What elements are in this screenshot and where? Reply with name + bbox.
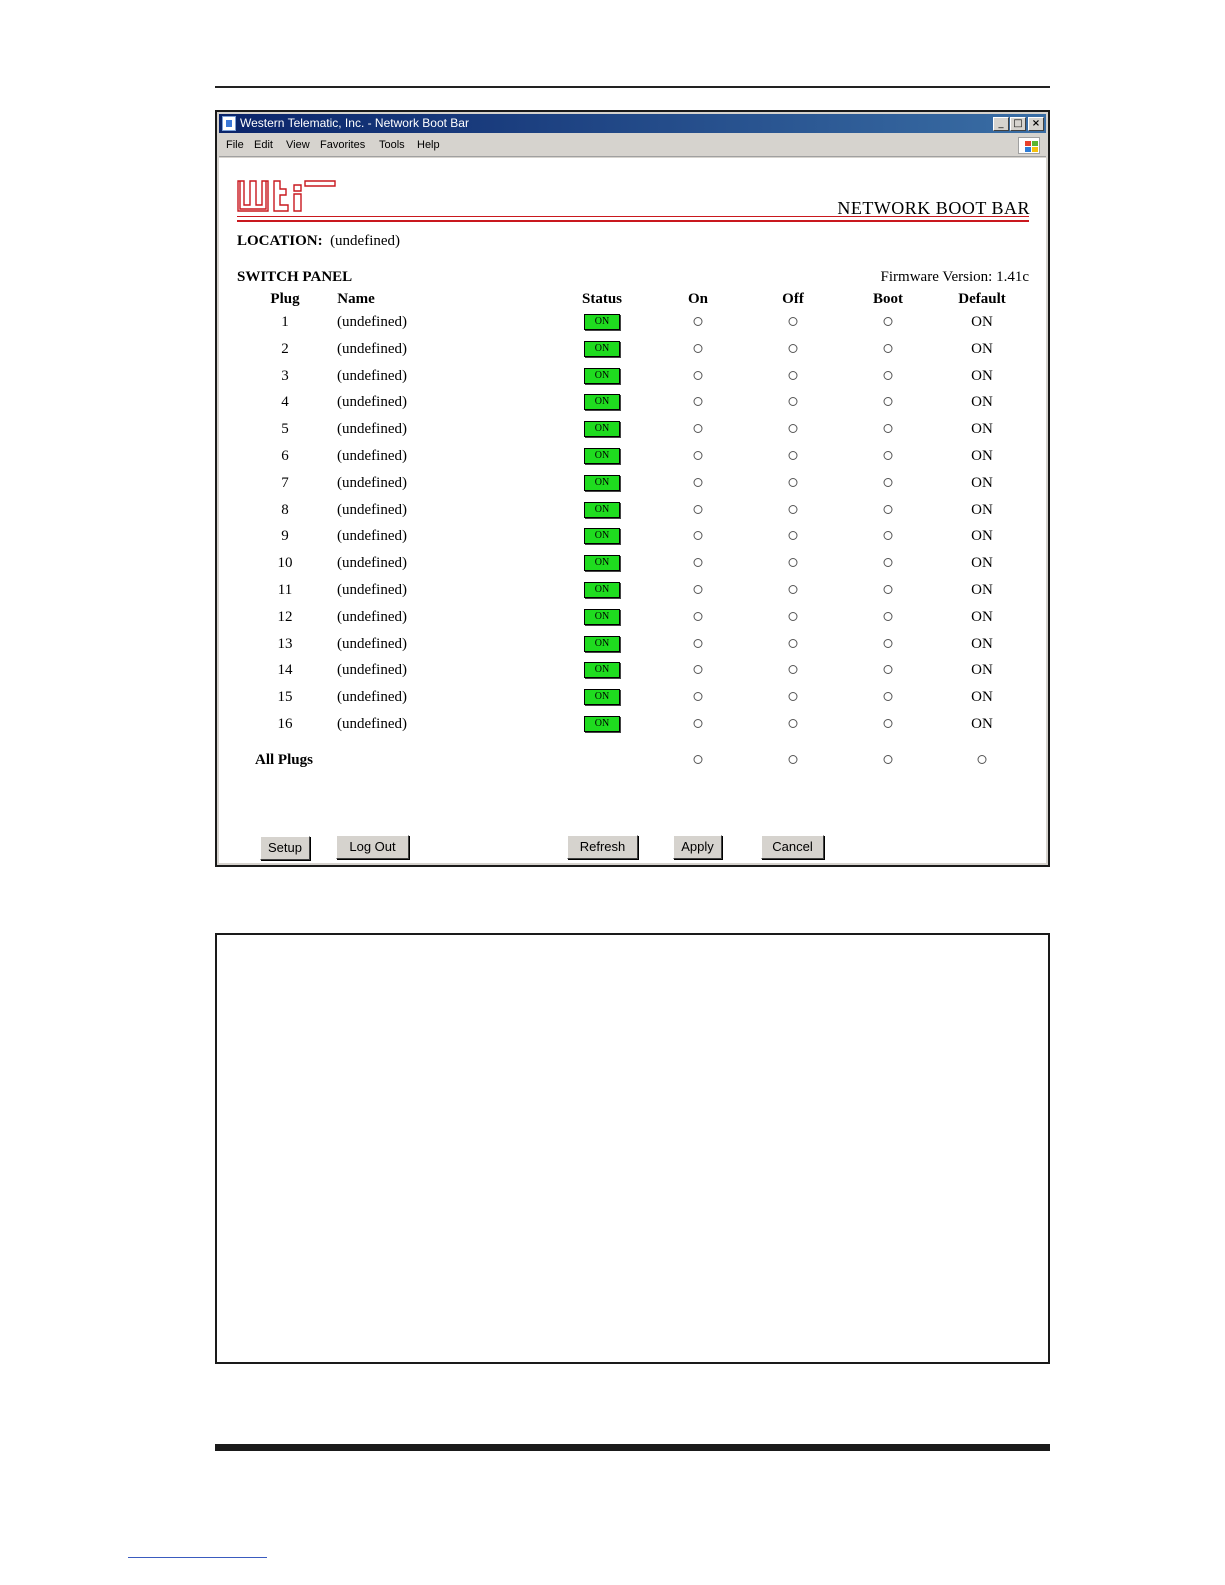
plug-on-radio[interactable]	[694, 317, 703, 326]
col-off-header: Off	[782, 291, 804, 307]
col-on-header: On	[687, 291, 709, 307]
windows-logo-icon	[1018, 137, 1040, 154]
plug-name: (undefined)	[337, 635, 407, 652]
logout-button[interactable]: Log Out	[336, 835, 409, 859]
plug-default-value: ON	[971, 662, 993, 679]
plug-number: 4	[281, 394, 289, 411]
plug-off-radio[interactable]	[789, 719, 798, 728]
table-row	[219, 689, 1046, 715]
table-row	[219, 636, 1046, 662]
browser-window	[215, 110, 1050, 867]
all-plugs-off-radio[interactable]	[789, 755, 798, 764]
plug-number: 13	[277, 635, 293, 652]
plug-default-value: ON	[971, 555, 993, 572]
plug-on-radio[interactable]	[694, 371, 703, 380]
all-plugs-label: All Plugs	[255, 752, 313, 768]
plug-name: (undefined)	[337, 474, 407, 491]
title-bar[interactable]	[219, 114, 1046, 133]
all-plugs-on-radio[interactable]	[694, 755, 703, 764]
blank-figure-box	[215, 933, 1050, 1364]
plug-status-button[interactable]: ON	[584, 314, 620, 330]
plug-on-radio[interactable]	[694, 505, 703, 514]
plug-on-radio[interactable]	[694, 719, 703, 728]
close-button[interactable]: ×	[1028, 117, 1044, 131]
plug-default-value: ON	[971, 340, 993, 357]
plug-number: 1	[281, 314, 289, 330]
plug-status-button[interactable]: ON	[584, 716, 620, 732]
plug-number: 3	[281, 367, 289, 384]
plug-boot-radio[interactable]	[884, 317, 893, 326]
plug-off-radio[interactable]	[789, 451, 798, 460]
plug-off-radio[interactable]	[789, 478, 798, 487]
plug-name: (undefined)	[337, 555, 407, 572]
plug-default-value: ON	[971, 528, 993, 545]
setup-button[interactable]: Setup	[260, 836, 310, 860]
plug-default-value: ON	[971, 421, 993, 438]
plug-status-button[interactable]: ON	[584, 528, 620, 544]
plug-boot-radio[interactable]	[884, 719, 893, 728]
menu-edit[interactable]: Edit	[254, 139, 273, 151]
table-row	[219, 314, 1046, 340]
all-plugs-default-radio[interactable]	[978, 755, 987, 764]
plug-off-radio[interactable]	[789, 665, 798, 674]
plug-status-button[interactable]: ON	[584, 448, 620, 464]
plug-boot-radio[interactable]	[884, 585, 893, 594]
plug-boot-radio[interactable]	[884, 558, 893, 567]
table-row	[219, 421, 1046, 447]
page-bottom-rule	[215, 1444, 1050, 1451]
plug-default-value: ON	[971, 367, 993, 384]
plug-name: (undefined)	[337, 448, 407, 464]
plug-default-value: ON	[971, 582, 993, 598]
maximize-button[interactable]: □	[1010, 117, 1026, 131]
plug-boot-radio[interactable]	[884, 451, 893, 460]
plug-status-button[interactable]: ON	[584, 421, 620, 437]
plug-name: (undefined)	[337, 314, 407, 330]
plug-name: (undefined)	[337, 582, 407, 598]
plug-number: 6	[281, 448, 289, 464]
plug-number: 12	[277, 608, 293, 625]
table-row	[219, 448, 1046, 474]
plug-name: (undefined)	[337, 501, 407, 518]
page-top-rule	[215, 86, 1050, 88]
plug-off-radio[interactable]	[789, 505, 798, 514]
plug-number: 5	[281, 421, 289, 438]
all-plugs-boot-radio[interactable]	[884, 755, 893, 764]
menu-tools[interactable]: Tools	[379, 139, 405, 151]
page-content	[219, 158, 1046, 863]
plug-default-value: ON	[971, 635, 993, 652]
location-value: (undefined)	[330, 233, 401, 249]
table-row	[219, 368, 1046, 394]
plug-on-radio[interactable]	[694, 612, 703, 621]
plug-on-radio[interactable]	[694, 585, 703, 594]
plug-status-button[interactable]: ON	[584, 636, 620, 652]
plug-off-radio[interactable]	[789, 397, 798, 406]
plug-off-radio[interactable]	[789, 612, 798, 621]
plug-name: (undefined)	[337, 716, 407, 732]
menu-help[interactable]: Help	[417, 139, 440, 151]
plug-on-radio[interactable]	[694, 478, 703, 487]
plug-on-radio[interactable]	[694, 558, 703, 567]
menu-bar	[219, 135, 1046, 157]
plug-on-radio[interactable]	[694, 344, 703, 353]
plug-name: (undefined)	[337, 528, 407, 545]
plug-on-radio[interactable]	[694, 531, 703, 540]
plug-status-button[interactable]: ON	[584, 475, 620, 491]
plug-boot-radio[interactable]	[884, 344, 893, 353]
plug-default-value: ON	[971, 608, 993, 625]
plug-off-radio[interactable]	[789, 531, 798, 540]
plug-default-value: ON	[971, 314, 993, 330]
firmware-version: Firmware Version: 1.41c	[880, 269, 1029, 285]
cancel-button[interactable]: Cancel	[761, 835, 824, 859]
plug-off-radio[interactable]	[789, 558, 798, 567]
plug-on-radio[interactable]	[694, 692, 703, 701]
table-row	[219, 528, 1046, 554]
plug-boot-radio[interactable]	[884, 371, 893, 380]
plug-boot-radio[interactable]	[884, 424, 893, 433]
plug-name: (undefined)	[337, 367, 407, 384]
minimize-button[interactable]: _	[993, 117, 1009, 131]
plug-off-radio[interactable]	[789, 424, 798, 433]
footer-link-underline	[128, 1557, 267, 1558]
menu-view[interactable]: View	[286, 139, 310, 151]
plug-default-value: ON	[971, 716, 993, 732]
plug-number: 7	[281, 474, 289, 491]
plug-status-button[interactable]: ON	[584, 502, 620, 518]
plug-on-radio[interactable]	[694, 665, 703, 674]
menu-favorites[interactable]: Favorites	[320, 139, 366, 151]
refresh-button[interactable]: Refresh	[567, 835, 638, 859]
header-rule-bottom	[237, 220, 1029, 222]
plug-boot-radio[interactable]	[884, 692, 893, 701]
plug-off-radio[interactable]	[789, 317, 798, 326]
col-status-header: Status	[581, 291, 623, 307]
plug-boot-radio[interactable]	[884, 612, 893, 621]
location-row	[237, 233, 400, 250]
plug-number: 2	[281, 340, 289, 357]
apply-button[interactable]: Apply	[673, 835, 722, 859]
plug-status-button[interactable]: ON	[584, 341, 620, 357]
plug-name: (undefined)	[337, 608, 407, 625]
plug-default-value: ON	[971, 501, 993, 518]
plug-name: (undefined)	[337, 662, 407, 679]
table-row	[219, 502, 1046, 528]
table-row	[219, 609, 1046, 635]
switch-panel-title: SWITCH PANEL	[237, 269, 353, 285]
plug-number: 14	[277, 662, 293, 679]
plug-off-radio[interactable]	[789, 371, 798, 380]
plug-status-button[interactable]: ON	[584, 394, 620, 410]
plug-on-radio[interactable]	[694, 397, 703, 406]
plug-boot-radio[interactable]	[884, 397, 893, 406]
col-boot-header: Boot	[873, 291, 903, 307]
table-row	[219, 475, 1046, 501]
col-name-header: Name	[337, 291, 375, 307]
wti-logo	[237, 178, 341, 216]
plug-off-radio[interactable]	[789, 344, 798, 353]
plug-number: 8	[281, 501, 289, 518]
plug-on-radio[interactable]	[694, 451, 703, 460]
plug-name: (undefined)	[337, 394, 407, 411]
plug-off-radio[interactable]	[789, 585, 798, 594]
plug-status-button[interactable]: ON	[584, 662, 620, 678]
plug-default-value: ON	[971, 394, 993, 411]
plug-number: 10	[277, 555, 293, 572]
plug-name: (undefined)	[337, 689, 407, 706]
plug-boot-radio[interactable]	[884, 478, 893, 487]
plug-status-button[interactable]: ON	[584, 555, 620, 571]
window-title: Western Telematic, Inc. - Network Boot Bar	[240, 116, 469, 130]
menu-file[interactable]: File	[226, 139, 244, 151]
plug-default-value: ON	[971, 474, 993, 491]
table-row	[219, 394, 1046, 420]
table-row	[219, 341, 1046, 367]
plug-number: 15	[277, 689, 293, 706]
plug-number: 9	[281, 528, 289, 545]
plug-status-button[interactable]: ON	[584, 689, 620, 705]
location-label: LOCATION:	[237, 233, 323, 249]
plug-name: (undefined)	[337, 340, 407, 357]
plug-name: (undefined)	[337, 421, 407, 438]
table-row	[219, 582, 1046, 608]
plug-default-value: ON	[971, 448, 993, 464]
col-default-header: Default	[958, 291, 1006, 307]
product-title: NETWORK BOOT BAR	[837, 198, 1030, 218]
table-row	[219, 662, 1046, 688]
plug-on-radio[interactable]	[694, 639, 703, 648]
table-row	[219, 716, 1046, 742]
plug-status-button[interactable]: ON	[584, 368, 620, 384]
plug-number: 16	[277, 716, 293, 732]
table-row	[219, 555, 1046, 581]
plug-boot-radio[interactable]	[884, 531, 893, 540]
plug-status-button[interactable]: ON	[584, 609, 620, 625]
plug-boot-radio[interactable]	[884, 505, 893, 514]
plug-off-radio[interactable]	[789, 639, 798, 648]
ie-page-icon	[222, 116, 236, 131]
col-plug-header: Plug	[270, 291, 300, 307]
plug-off-radio[interactable]	[789, 692, 798, 701]
plug-status-button[interactable]: ON	[584, 582, 620, 598]
plug-default-value: ON	[971, 689, 993, 706]
plug-boot-radio[interactable]	[884, 665, 893, 674]
plug-number: 11	[277, 582, 293, 598]
plug-on-radio[interactable]	[694, 424, 703, 433]
plug-boot-radio[interactable]	[884, 639, 893, 648]
